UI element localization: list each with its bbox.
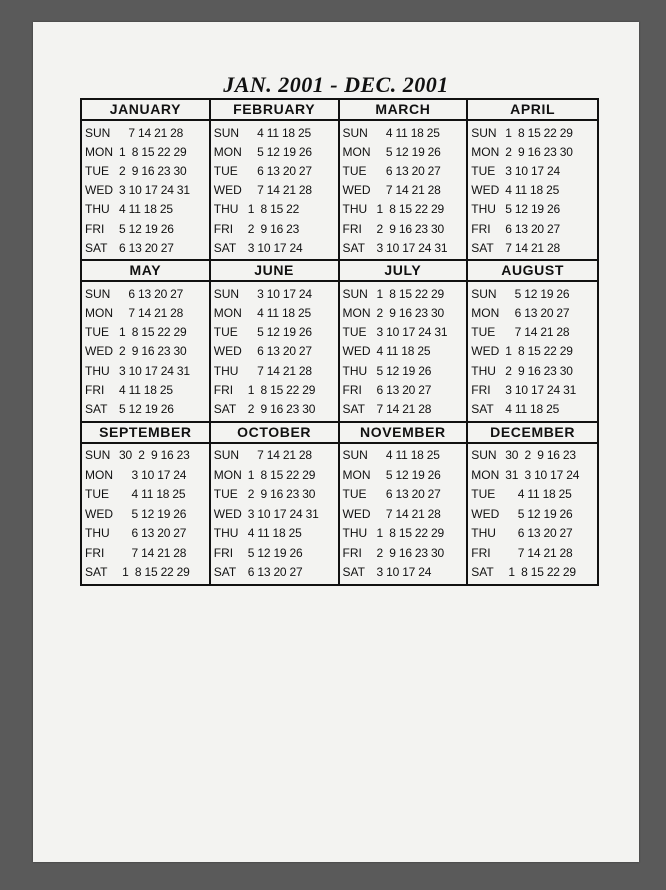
date-numbers: 5 12 19 26 [247,545,303,560]
weekday-label: MON [471,467,500,482]
weekday-label: FRI [471,545,491,560]
date-numbers: 2 9 16 23 30 [376,545,444,560]
weekday-rows [82,282,209,420]
weekday-label: WED [471,506,500,521]
weekday-label: TUE [471,487,496,502]
weekday-label: FRI [213,545,234,560]
date-numbers: 4 11 18 25 [376,125,440,140]
date-numbers: 4 11 18 25 [119,202,173,217]
weekday-label: FRI [342,545,362,560]
weekday-label: SAT [213,240,237,255]
date-numbers: 5 12 19 26 [376,363,432,378]
calendar-card [33,22,639,862]
date-numbers: 5 12 19 26 [505,506,573,521]
date-numbers: 7 14 21 28 [247,448,312,463]
date-numbers: 6 13 20 27 [376,487,441,502]
date-numbers: 2 9 16 23 30 [376,306,444,321]
date-numbers: 1 8 15 22 29 [247,382,316,397]
weekday-row [85,380,206,399]
weekday-row [85,238,206,257]
date-numbers: 3 10 17 24 31 [505,382,577,397]
date-numbers: 30 2 9 16 23 [505,448,576,463]
month-block-november [340,423,469,584]
month-name: JULY [340,261,467,282]
weekday-row [214,563,335,582]
date-numbers: 7 14 21 28 [505,545,573,560]
weekday-row [471,181,594,200]
weekday-row [471,142,594,161]
weekday-label: FRI [342,382,362,397]
weekday-label: WED [85,183,113,198]
date-numbers: 1 8 15 22 29 [505,344,573,359]
weekday-row [85,524,206,543]
weekday-row [471,563,594,582]
date-numbers: 3 10 17 24 31 [119,183,190,198]
weekday-row [214,161,335,180]
weekday-label: SUN [85,125,111,140]
date-numbers: 5 12 19 26 [376,144,441,159]
weekday-label: SAT [471,402,494,417]
weekday-row [85,304,206,323]
month-name: NOVEMBER [340,423,467,444]
weekday-label: SUN [342,286,368,301]
weekday-row [214,524,335,543]
month-name: DECEMBER [468,423,597,444]
weekday-row [343,380,464,399]
date-numbers: 5 12 19 26 [119,221,174,236]
date-numbers: 5 12 19 26 [119,402,174,417]
date-numbers: 3 10 17 24 [376,565,432,580]
date-numbers: 3 10 17 24 31 [376,325,448,340]
weekday-label: THU [342,202,368,217]
date-numbers: 7 14 21 28 [505,240,560,255]
date-numbers: 6 13 20 27 [247,163,312,178]
date-numbers: 1 8 15 22 29 [119,144,187,159]
weekday-row [85,361,206,380]
date-numbers: 1 8 15 22 29 [376,202,444,217]
weekday-row [214,543,335,562]
weekday-row [471,284,594,303]
weekday-row [214,219,335,238]
weekday-label: FRI [213,382,234,397]
weekday-row [214,400,335,419]
date-numbers: 4 11 18 25 [247,526,302,541]
date-numbers: 5 12 19 26 [247,325,312,340]
date-numbers: 6 13 20 27 [247,565,303,580]
date-numbers: 7 14 21 28 [247,363,312,378]
weekday-row [214,238,335,257]
month-name: APRIL [468,100,597,121]
weekday-label: WED [85,506,113,521]
weekday-label: FRI [85,545,105,560]
month-name: JUNE [211,261,338,282]
weekday-row [85,181,206,200]
weekday-row [343,238,464,257]
month-block-august [468,261,597,422]
weekday-rows [82,444,209,584]
date-numbers: 4 11 18 25 [247,306,311,321]
date-numbers: 4 11 18 25 [119,382,173,397]
weekday-label: THU [85,526,110,541]
month-name: FEBRUARY [211,100,338,121]
date-numbers: 6 13 20 27 [505,221,560,236]
weekday-row [214,465,335,484]
month-block-february [211,100,340,261]
weekday-label: SAT [213,565,237,580]
date-numbers: 7 14 21 28 [247,183,312,198]
weekday-row [343,342,464,361]
weekday-label: MON [85,467,113,482]
weekday-label: THU [85,202,110,217]
date-numbers: 7 14 21 28 [505,325,570,340]
month-name: MAY [82,261,209,282]
weekday-row [471,304,594,323]
weekday-row [343,543,464,562]
weekday-label: TUE [213,325,238,340]
weekday-row [343,465,464,484]
date-numbers: 1 8 15 22 [247,202,300,217]
date-numbers: 6 13 20 27 [376,163,441,178]
date-numbers: 2 9 16 23 30 [505,144,573,159]
weekday-row [471,323,594,342]
weekday-row [343,446,464,465]
weekday-label: SUN [213,125,240,140]
date-numbers: 2 9 16 23 30 [247,402,316,417]
date-numbers: 2 9 16 23 30 [247,487,316,502]
weekday-label: TUE [213,163,238,178]
weekday-label: SAT [85,565,108,580]
date-numbers: 3 10 17 24 [247,286,312,301]
weekday-label: TUE [342,325,367,340]
date-numbers: 4 11 18 25 [505,183,560,198]
weekday-row [343,142,464,161]
date-numbers: 3 10 17 24 [247,240,303,255]
weekday-label: SAT [85,240,108,255]
weekday-label: THU [471,363,496,378]
weekday-rows [340,444,467,584]
date-numbers: 6 13 20 27 [119,526,187,541]
weekday-row [214,123,335,142]
weekday-label: SAT [342,565,365,580]
calendar-title: JAN. 2001 - DEC. 2001 [223,72,449,97]
weekday-label: TUE [85,487,109,502]
weekday-label: FRI [213,221,234,236]
weekday-label: SAT [213,402,237,417]
weekday-label: SUN [471,286,497,301]
date-numbers: 4 11 18 25 [119,487,186,502]
date-numbers: 2 9 16 23 30 [376,221,444,236]
weekday-row [214,323,335,342]
month-name: OCTOBER [211,423,338,444]
date-numbers: 4 11 18 25 [376,344,431,359]
weekday-label: MON [342,144,371,159]
weekday-row [214,342,335,361]
date-numbers: 5 12 19 26 [505,202,560,217]
weekday-row [471,161,594,180]
weekday-row [343,304,464,323]
weekday-row [85,161,206,180]
date-numbers: 4 11 18 25 [505,487,572,502]
date-numbers: 1 8 15 22 29 [119,565,190,580]
weekday-row [214,504,335,523]
weekday-row [85,543,206,562]
weekday-label: SUN [471,125,497,140]
weekday-label: THU [213,363,239,378]
weekday-label: MON [213,467,242,482]
weekday-row [343,361,464,380]
weekday-row [85,342,206,361]
weekday-label: THU [471,526,496,541]
weekday-label: WED [471,183,500,198]
weekday-label: MON [85,144,113,159]
date-numbers: 6 13 20 27 [247,344,312,359]
weekday-row [85,219,206,238]
date-numbers: 5 12 19 26 [119,506,187,521]
weekday-label: SUN [85,286,111,301]
weekday-label: SUN [213,286,240,301]
date-numbers: 1 8 15 22 29 [119,325,187,340]
weekday-label: TUE [342,487,367,502]
weekday-label: WED [342,344,371,359]
weekday-label: TUE [85,163,109,178]
month-name: MARCH [340,100,467,121]
weekday-row [214,284,335,303]
weekday-row [214,304,335,323]
month-block-october [211,423,340,584]
weekday-row [214,361,335,380]
date-numbers: 3 10 17 24 [505,163,560,178]
weekday-row [471,200,594,219]
month-block-december [468,423,597,584]
weekday-row [343,400,464,419]
date-numbers: 4 11 18 25 [247,125,311,140]
date-numbers: 2 9 16 23 30 [505,363,573,378]
weekday-row [471,524,594,543]
weekday-row [214,380,335,399]
date-numbers: 2 9 16 23 [247,221,300,236]
weekday-label: SAT [342,402,365,417]
weekday-row [343,123,464,142]
weekday-label: WED [213,183,242,198]
weekday-label: TUE [471,163,496,178]
date-numbers: 1 8 15 22 29 [505,125,573,140]
month-block-september [82,423,211,584]
weekday-label: SUN [342,448,368,463]
month-name: SEPTEMBER [82,423,209,444]
weekday-label: WED [213,506,242,521]
weekday-label: TUE [342,163,367,178]
weekday-label: MON [85,306,113,321]
date-numbers: 2 9 16 23 30 [119,163,187,178]
weekday-row [85,563,206,582]
weekday-label: FRI [85,382,105,397]
weekday-row [343,161,464,180]
weekday-row [343,181,464,200]
weekday-row [343,323,464,342]
date-numbers: 1 8 15 22 29 [247,467,316,482]
weekday-rows [340,121,467,259]
weekday-label: FRI [85,221,105,236]
weekday-row [343,219,464,238]
weekday-label: THU [342,526,368,541]
date-numbers: 3 10 17 24 31 [376,240,448,255]
date-numbers: 30 2 9 16 23 [119,448,190,463]
weekday-label: FRI [471,382,491,397]
weekday-row [471,400,594,419]
weekday-row [85,504,206,523]
weekday-label: MON [213,306,242,321]
date-numbers: 2 9 16 23 30 [119,344,187,359]
date-numbers: 5 12 19 26 [247,144,312,159]
date-numbers: 6 13 20 27 [376,382,432,397]
weekday-rows [211,282,338,420]
month-block-january [82,100,211,261]
weekday-row [343,504,464,523]
weekday-label: MON [471,306,500,321]
weekday-label: THU [213,526,239,541]
date-numbers: 3 10 17 24 31 [247,506,319,521]
weekday-row [343,200,464,219]
weekday-rows [468,444,597,584]
weekday-row [343,485,464,504]
weekday-label: SUN [85,448,111,463]
weekday-row [471,219,594,238]
date-numbers: 7 14 21 28 [376,402,432,417]
weekday-row [471,504,594,523]
weekday-row [214,142,335,161]
date-numbers: 3 10 17 24 31 [119,363,190,378]
weekday-label: SAT [342,240,365,255]
weekday-row [471,123,594,142]
month-block-june [211,261,340,422]
weekday-label: SAT [471,240,494,255]
weekday-row [343,563,464,582]
date-numbers: 31 3 10 17 24 [505,467,580,482]
weekday-rows [82,121,209,259]
date-numbers: 6 13 20 27 [119,286,184,301]
date-numbers: 7 14 21 28 [119,545,187,560]
weekday-label: MON [342,467,371,482]
weekday-row [214,181,335,200]
weekday-row [85,323,206,342]
weekday-row [471,485,594,504]
date-numbers: 1 8 15 22 29 [376,526,444,541]
weekday-row [85,465,206,484]
weekday-label: WED [85,344,113,359]
weekday-label: THU [342,363,368,378]
weekday-row [85,142,206,161]
weekday-row [85,446,206,465]
month-block-july [340,261,469,422]
weekday-row [471,342,594,361]
weekday-label: FRI [471,221,491,236]
weekday-row [85,200,206,219]
weekday-label: MON [471,144,500,159]
date-numbers: 1 8 15 22 29 [505,565,576,580]
month-name: AUGUST [468,261,597,282]
weekday-label: SAT [471,565,494,580]
calendar-grid [80,98,599,586]
month-block-april [468,100,597,261]
date-numbers: 7 14 21 28 [376,506,441,521]
weekday-label: SAT [85,402,108,417]
weekday-row [343,284,464,303]
weekday-row [471,238,594,257]
weekday-row [85,485,206,504]
weekday-row [471,465,594,484]
weekday-rows [211,121,338,259]
weekday-label: WED [342,506,371,521]
weekday-label: WED [213,344,242,359]
weekday-label: THU [85,363,110,378]
weekday-label: TUE [471,325,496,340]
date-numbers: 4 11 18 25 [376,448,440,463]
date-numbers: 6 13 20 27 [505,306,570,321]
weekday-row [343,524,464,543]
date-numbers: 5 12 19 26 [505,286,570,301]
date-numbers: 6 13 20 27 [505,526,573,541]
month-block-may [82,261,211,422]
weekday-label: THU [213,202,239,217]
weekday-label: WED [471,344,500,359]
weekday-row [471,543,594,562]
weekday-row [214,200,335,219]
weekday-row [85,400,206,419]
date-numbers: 7 14 21 28 [119,306,184,321]
weekday-row [471,446,594,465]
month-name: JANUARY [82,100,209,121]
weekday-rows [468,121,597,259]
weekday-label: MON [213,144,242,159]
weekday-label: SUN [471,448,497,463]
date-numbers: 1 8 15 22 29 [376,286,444,301]
weekday-label: THU [471,202,496,217]
weekday-label: SUN [213,448,240,463]
weekday-label: TUE [85,325,109,340]
weekday-label: MON [342,306,371,321]
weekday-row [214,446,335,465]
date-numbers: 3 10 17 24 [119,467,187,482]
weekday-row [85,123,206,142]
weekday-label: TUE [213,487,238,502]
weekday-rows [211,444,338,584]
date-numbers: 5 12 19 26 [376,467,441,482]
weekday-rows [340,282,467,420]
weekday-label: FRI [342,221,362,236]
date-numbers: 7 14 21 28 [376,183,441,198]
weekday-row [214,485,335,504]
date-numbers: 7 14 21 28 [119,125,184,140]
weekday-row [471,361,594,380]
month-block-march [340,100,469,261]
weekday-rows [468,282,597,420]
date-numbers: 6 13 20 27 [119,240,174,255]
weekday-row [85,284,206,303]
weekday-label: WED [342,183,371,198]
weekday-label: SUN [342,125,368,140]
weekday-row [471,380,594,399]
date-numbers: 4 11 18 25 [505,402,560,417]
